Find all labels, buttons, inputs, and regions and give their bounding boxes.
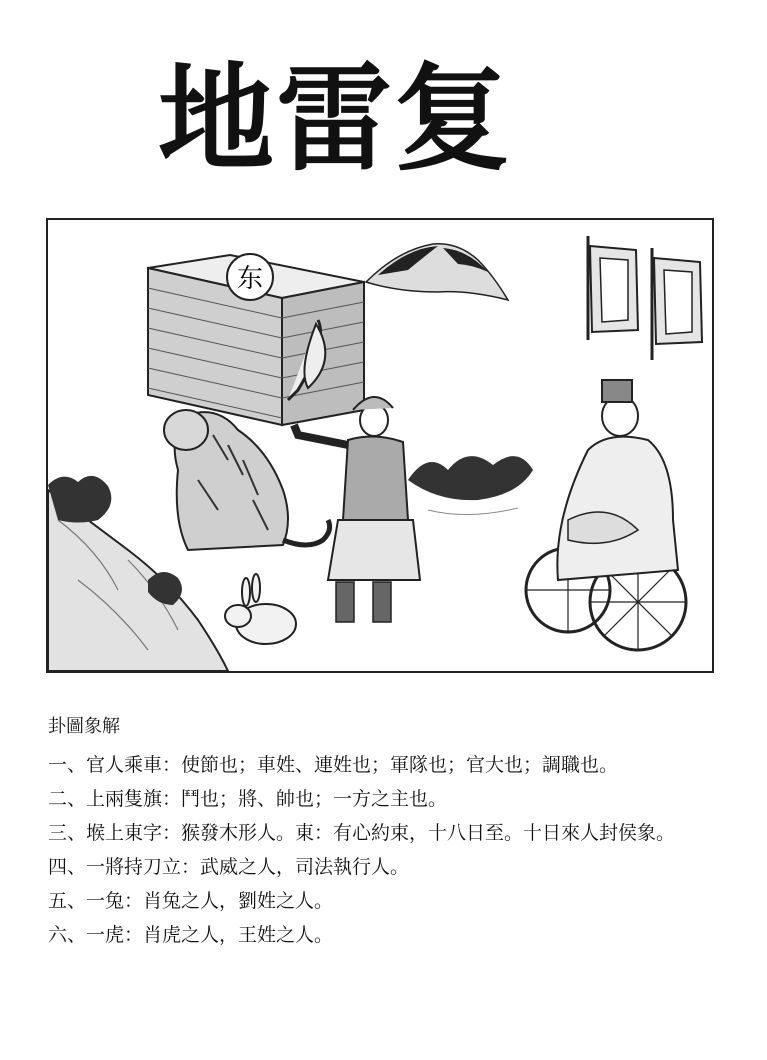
legend	[48, 712, 748, 952]
legend-line: 六、一虎：肖虎之人，王姓之人。	[48, 924, 334, 946]
official-in-cart	[526, 380, 686, 650]
page-title: 地雷复	[158, 52, 512, 187]
legend-line: 五、一兔：肖兔之人，劉姓之人。	[48, 890, 334, 912]
tiger	[164, 410, 330, 550]
illustration	[48, 220, 712, 671]
legend-heading: 卦圖象解	[48, 716, 120, 737]
illustration-frame	[46, 218, 714, 673]
legend-line: 四、一將持刀立：武威之人，司法執行人。	[48, 856, 410, 878]
flags	[588, 236, 702, 360]
legend-line: 三、堠上東字：猴發木形人。東：有心約束，十八日至。十日來人封侯象。	[48, 822, 676, 844]
rabbit	[225, 574, 296, 644]
distant-mountain	[366, 244, 508, 300]
legend-line: 一、官人乘車：使節也；車姓、連姓也；軍隊也；官大也；調職也。	[48, 754, 619, 776]
box-character: 东	[236, 264, 264, 294]
legend-line: 二、上兩隻旗：鬥也；將、帥也；一方之主也。	[48, 788, 448, 810]
shrub	[408, 456, 533, 514]
